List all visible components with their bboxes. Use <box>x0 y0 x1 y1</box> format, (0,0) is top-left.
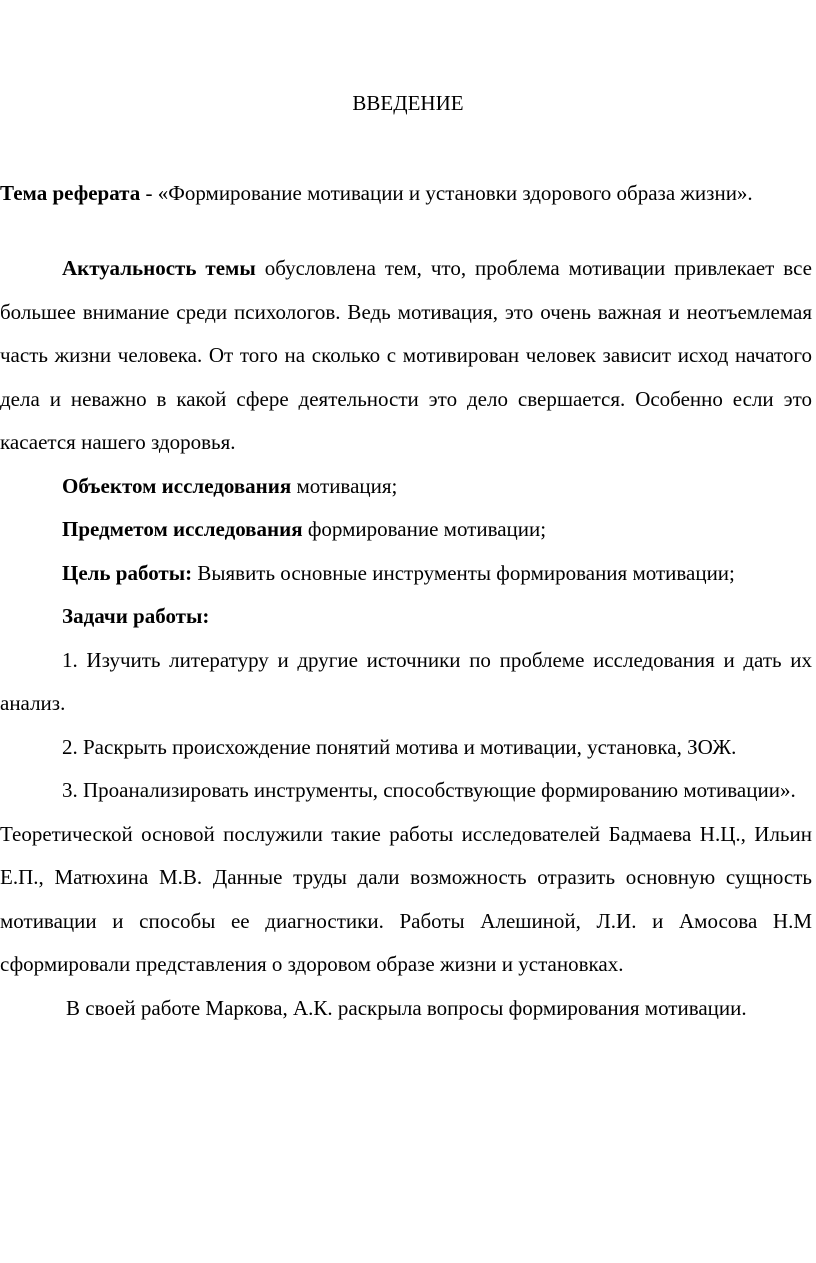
task-item: 3. Проанализировать инструменты, способствующие формированию мотивации». <box>62 778 796 802</box>
topic-label: Тема реферата <box>0 181 141 205</box>
object-paragraph <box>0 465 812 509</box>
markova-paragraph: В своей работе Маркова, А.К. раскрыла вопросы формирования мотивации. <box>66 995 747 1020</box>
goal-label: Цель работы: <box>62 560 193 585</box>
object-text: мотивация; <box>291 473 398 498</box>
tasks-label: Задачи работы: <box>62 604 210 628</box>
topic-text: - «Формирование мотивации и установки здорового образа жизни». <box>140 181 753 205</box>
tasks-heading <box>0 595 812 639</box>
subject-paragraph <box>0 508 812 552</box>
relevance-label: Актуальность темы <box>62 256 256 280</box>
topic-paragraph <box>0 178 800 208</box>
goal-paragraph <box>0 552 812 596</box>
theory-paragraph: Теоретической основой послужили такие работы исследователей Бадмаева Н.Ц., Ильин Е.П., Матюхина М.В. Данные труды дали возможность отразить основную сущность мотивации и способы ее диагностики. Работы Алешиной, Л.И. и Амосова Н.М сформировали представления о здоровом образе жизни и установках. <box>0 821 812 976</box>
document-body <box>0 247 812 1030</box>
object-label: Объектом исследования <box>62 473 292 498</box>
task-item: 2. Раскрыть происхождение понятий мотива и мотивации, установка, ЗОЖ. <box>62 734 737 759</box>
page-title: ВВЕДЕНИЕ <box>352 91 464 115</box>
subject-text: формирование мотивации; <box>302 517 547 541</box>
relevance-paragraph <box>0 247 812 465</box>
task-item: 1. Изучить литературу и другие источники по проблеме исследования и дать их анализ. <box>0 647 812 715</box>
subject-label: Предметом исследования <box>62 517 303 541</box>
relevance-text: обусловлена тем, что, проблема мотивации привлекает все большее внимание среди психологов. Ведь мотивация, это очень важная и неотъемлемая часть жизни человека. От того на сколько с мотивирован человек зависит исход начатого дела и неважно в какой сфере деятельности это дело свершается. Особенно если это касается нашего здоровья. <box>0 256 813 454</box>
goal-text: Выявить основные инструменты формирования мотивации; <box>192 560 735 585</box>
